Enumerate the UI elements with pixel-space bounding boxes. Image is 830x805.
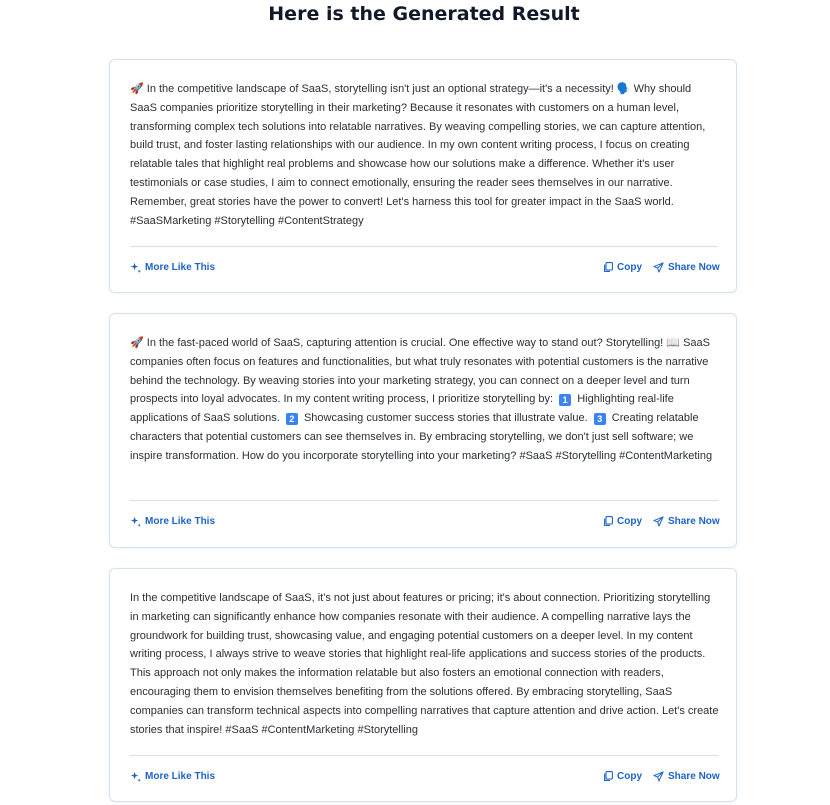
share-now-label: Share Now: [668, 516, 720, 527]
sparkle-icon: [130, 771, 141, 782]
result-text-3: In the competitive landscape of SaaS, it's not just about features or pricing; it's about connection. Prioritizing storytelling in marketing can significantly enhance how companies resonate with their audience. A compelling narrative lays the groundwork for building trust, showcasing value, and engaging potential customers on a deeper level. In my content writing process, I always strive to weave stories that highlight real-life applications and success stories of the products. This approach not only makes the information relatable but also fosters an emotional connection with readers, encouraging them to envision themselves benefiting from the solutions offered. By embracing storytelling, SaaS companies can transform technical aspects into compelling narratives that capture attention and drive action. Let's create stories that inspire! #SaaS #ContentMarketing #Storytelling: [130, 592, 719, 736]
card-divider: [130, 246, 718, 247]
number-two-icon: 2: [286, 413, 298, 425]
more-like-this-button[interactable]: [130, 771, 215, 782]
card-divider: [130, 500, 718, 501]
copy-label: Copy: [617, 771, 642, 782]
copy-button[interactable]: [603, 771, 642, 782]
card-divider: [130, 755, 718, 756]
share-now-label: Share Now: [668, 771, 720, 782]
result-card-1: [109, 59, 737, 293]
speaking-head-icon: 🗣️: [616, 82, 631, 95]
more-like-this-label: More Like This: [145, 262, 216, 273]
rocket-icon: 🚀: [130, 82, 144, 95]
sparkle-icon: [130, 262, 141, 273]
share-now-button[interactable]: [653, 771, 720, 782]
result-card-3: [109, 568, 737, 802]
number-one-icon: 1: [559, 394, 571, 406]
more-like-this-button[interactable]: [130, 516, 215, 527]
copy-icon: [603, 771, 613, 782]
rocket-icon: 🚀: [130, 336, 144, 349]
send-icon: [653, 516, 664, 527]
more-like-this-label: More Like This: [145, 771, 216, 782]
result-text-2: 🚀 In the fast-paced world of SaaS, capturing attention is crucial. One effective way to stand out? Storytelling! 📖 SaaS companies often focus on features and functionalities, but what truly resonates with potential customers is the narrative behind the technology. By weaving stories into your marketing strategy, you can connect on a deeper level and turn prospects into loyal advocates. In my content writing process, I prioritize storytelling by: 1 Highlighting real-life applications of SaaS solutions. 2 Showcasing customer success stories that illustrate value. 3 Creating relatable characters that potential customers can see themselves in. By embracing storytelling, we don't just sell software; we inspire transformation. How do you incorporate storytelling into your marketing? #SaaS #Storytelling #ContentMarketing: [130, 336, 713, 462]
sparkle-icon: [130, 516, 141, 527]
more-like-this-label: More Like This: [145, 516, 216, 527]
copy-icon: [603, 516, 613, 527]
number-three-icon: 3: [594, 413, 606, 425]
copy-button[interactable]: [603, 262, 642, 273]
page-title: Here is the Generated Result: [268, 3, 580, 25]
book-icon: 📖: [666, 336, 681, 349]
more-like-this-button[interactable]: [130, 262, 215, 273]
copy-label: Copy: [617, 516, 642, 527]
send-icon: [653, 771, 664, 782]
send-icon: [653, 262, 664, 273]
share-now-button[interactable]: [653, 516, 720, 527]
copy-icon: [603, 262, 613, 273]
copy-label: Copy: [617, 262, 642, 273]
share-now-label: Share Now: [668, 262, 720, 273]
share-now-button[interactable]: [653, 262, 720, 273]
result-text-1: 🚀 In the competitive landscape of SaaS, storytelling isn't just an optional strategy—it's a necessity! 🗣️ Why should SaaS companies prioritize storytelling in their marketing? Because it resonates with customers on a human level, transforming complex tech solutions into relatable narratives. By weaving compelling stories, we can capture attention, build trust, and foster lasting relationships with our audience. In my own content writing process, I focus on creating relatable tales that highlight real problems and showcase how our solutions make a difference. Whether it's user testimonials or case studies, I aim to connect emotionally, ensuring the reader sees themselves in our narrative. Remember, great stories have the power to convert! Let's harness this tool for greater impact in the SaaS world. #SaaSMarketing #Storytelling #ContentStrategy: [130, 82, 706, 227]
copy-button[interactable]: [603, 516, 642, 527]
result-card-2: [109, 313, 737, 548]
